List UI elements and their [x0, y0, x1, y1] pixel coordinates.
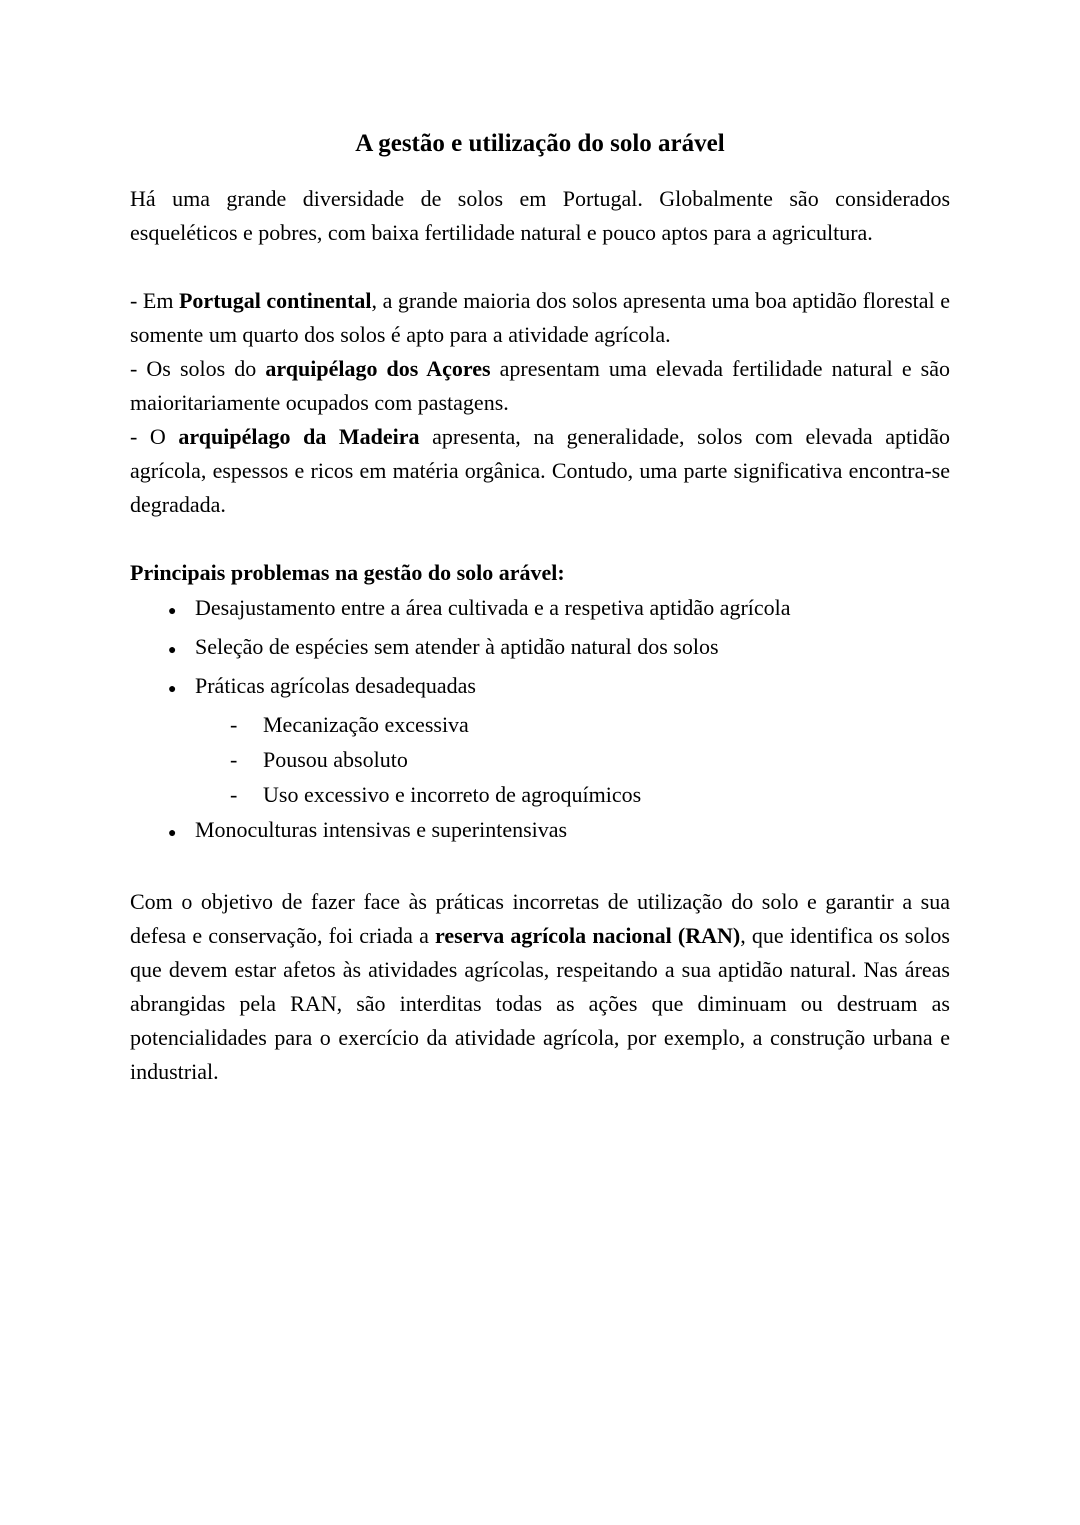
- point-madeira: [130, 420, 950, 522]
- bold-term-ran: reserva agrícola nacional (RAN): [435, 923, 741, 948]
- text-segment: - O: [130, 424, 179, 449]
- text-segment: apresentam uma elevada fertilidade natural e são maioritariamente ocupados com pastagens.: [130, 356, 951, 415]
- dash-icon: -: [230, 712, 238, 737]
- text-segment: apresenta, na generalidade, solos com elevada aptidão agrícola, espessos e ricos em matéria orgânica. Contudo, uma parte significativa encontra-se degradada.: [130, 424, 950, 517]
- sub-list-item: [130, 707, 950, 742]
- blank-line: [130, 250, 950, 284]
- intro-paragraph: Há uma grande diversidade de solos em Portugal. Globalmente são considerados esqueléticos e pobres, com baixa fertilidade natural e pouco aptos para a agricultura.: [130, 186, 950, 245]
- text-segment: , a grande maioria dos solos apresenta uma boa aptidão florestal e somente um quarto dos solos é apto para a atividade agrícola.: [130, 288, 950, 347]
- page-title: A gestão e utilização do solo arável: [355, 130, 725, 157]
- list-item: [130, 812, 950, 851]
- list-item: [130, 629, 950, 668]
- dash-icon: -: [230, 782, 238, 807]
- bold-term-madeira: arquipélago da Madeira: [178, 424, 420, 449]
- bold-term-portugal-continental: Portugal continental: [178, 288, 372, 313]
- dash-icon: -: [230, 747, 238, 772]
- text-segment: - Em: [130, 288, 179, 313]
- blank-line: [130, 851, 950, 885]
- bullet-icon: ●: [168, 604, 177, 619]
- text-segment: , que identifica os solos que devem estar afetos às atividades agrícolas, respeitando a sua aptidão natural. Nas áreas abrangidas pela RAN, são interditas todas as ações que diminuam ou destruam as potencialidades para o exercício da atividade agrícola, por exemplo, a construção urbana e industrial.: [130, 923, 950, 1084]
- text-segment: - Os solos do: [130, 356, 266, 381]
- sub-list-item-label: Uso excessivo e incorreto de agroquímicos: [263, 782, 642, 807]
- sub-list-item-label: Pousou absoluto: [263, 747, 408, 772]
- blank-line: [130, 522, 950, 556]
- point-portugal-continental: [130, 284, 950, 352]
- bold-term-acores: arquipélago dos Açores: [265, 356, 491, 381]
- list-item-label: Desajustamento entre a área cultivada e a respetiva aptidão agrícola: [195, 595, 791, 620]
- list-item: [130, 590, 950, 629]
- list-item-label: Monoculturas intensivas e superintensivas: [195, 817, 568, 842]
- sub-list-item-label: Mecanização excessiva: [263, 712, 469, 737]
- list-item-label: Seleção de espécies sem atender à aptidão natural dos solos: [195, 634, 719, 659]
- point-acores: [130, 352, 950, 420]
- problems-list: [130, 590, 950, 851]
- bullet-icon: ●: [168, 643, 177, 658]
- problems-heading: Principais problemas na gestão do solo arável:: [130, 560, 565, 585]
- list-item-label: Práticas agrícolas desadequadas: [195, 673, 476, 698]
- bullet-icon: ●: [168, 682, 177, 697]
- sub-list-item: [130, 777, 950, 812]
- list-item: [130, 668, 950, 707]
- text-segment: Com o objetivo de fazer face às práticas incorretas de utilização do solo e garantir a sua defesa e conservação, foi criada a: [130, 889, 950, 948]
- conclusion-paragraph: [130, 885, 950, 1089]
- sub-list-item: [130, 742, 950, 777]
- bullet-icon: ●: [168, 826, 177, 841]
